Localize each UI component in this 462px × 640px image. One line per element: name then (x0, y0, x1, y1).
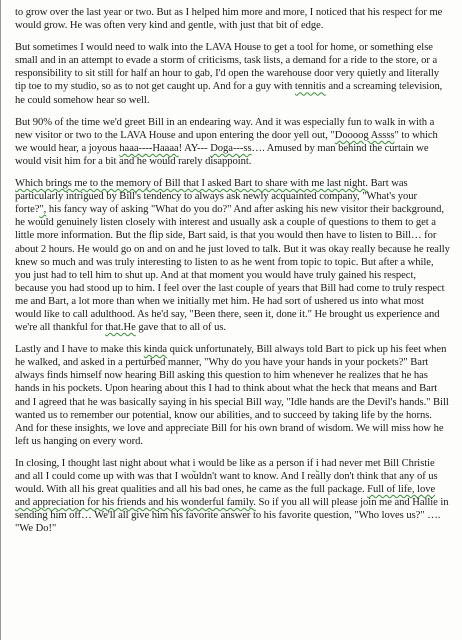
text-segment: quick unfortunately, Bill always told Bart to pick up his feet when he walked, and asked in a perturbed manner, "Why do you have your hands in your pockets?" Bart always finds himself now hearing Bill asking this question to him whenever he realizes that he has hands in his pockets. Upon hearing about this I had to think about what the heck that means and Bart and I agreed that he was basically saying in his special Bill way, "Idle hands are the Devil's hands." Bill wanted us to remember our potential, know our abilities, and to succeed by taking life by the horns. And for these insights, we love and appreciate Bill for his own brand of wisdom. We will miss how he left us hanging on every word. (15, 344, 449, 447)
flagged-text-segment: Doga---ss (210, 142, 252, 154)
text-segment: and a screaming television, he could somehow hear so well. (15, 81, 443, 106)
text-segment: ! AY--- (178, 142, 211, 154)
flagged-text-segment: haaa----Haaaa (119, 142, 179, 154)
text-segment: his fancy way of asking "What do you do?" And after asking his new visitor their background, he would genuinely listen closely with interest and usually ask a couple of questions to them to get a little more information. But the flip side, Bart said, is that you would then have to listen to Bill… for about 2 hours. He would go on and on and he just loved to talk. But it was okay really because he really knew so much and was truly interesting to listen to as he went from topic to topic. But after a while, you just had to tell him to shut up. And at that moment you would have truly gained his respect, because you had stood up to him. I feel over the last couple of years that Bill had come to truly respect me and Bart, a lot more than when we initially met him. He had sort of ushered us into what most would like to call adulthood. As he'd say, "Been there, seen it, done it." He brought us experience and we're all thankful for (15, 204, 450, 334)
paragraph (15, 6, 450, 32)
flagged-text-segment: Which brings me to the memory of Bill that I asked Bart to share with me last night. (15, 178, 368, 190)
text-segment: So if you all will please join me and Hallie in sending him off… We'll all give him his favorite answer to his favorite question, "Who loves us?" …. "We Do!" (15, 497, 449, 535)
text-segment: gave that to all of us. (135, 322, 227, 334)
text-segment: to grow over the last year or two. But as I helped him more and more, I noticed that his respect for me would grow. He was often very kind and gentle, with just that bit of edge. (15, 7, 443, 32)
flagged-text-segment: Doooog Assss (334, 129, 395, 141)
paragraph (15, 116, 450, 168)
paragraph (15, 177, 450, 334)
text-segment: But sometimes I would need to walk into the LAVA House to get a tool for home, or something else small and in an attempt to evade a storm of criticisms, task lists, a demand for a ride to the store, or a responsibility to sit still for half an hour to gab, I'd open the warehouse door very quietly and literally tip toe to my studio, so as to not get caught up. And for a guy with (15, 42, 440, 93)
text-segment: In closing, I thought last night about what (15, 457, 193, 469)
text-segment: But 90% of the time we'd greet Bill in an endearing way. And it was especially fun to walk in with a new visitor or two to the LAVA House and upon entering the door yell out, " (15, 116, 435, 141)
flagged-text-segment: i (315, 457, 319, 469)
paragraph (15, 343, 450, 448)
text-segment: Lastly and I have to make this (15, 344, 144, 356)
paragraph (15, 457, 450, 536)
flagged-text-segment: i (192, 457, 196, 469)
flagged-text-segment: kinda (143, 344, 168, 356)
flagged-text-segment: tennitis (294, 81, 326, 93)
text-segment: had never met Bill Christie and all I could come up with was that I wouldn't want to know. And I really don't think that any of us would. With all his great qualities and all his bad ones, he came as the full package. (15, 457, 438, 496)
flagged-text-segment: ", (39, 204, 47, 216)
text-segment: Bart was particularly intrigued by Bill's tendency to always ask newly acquainted company, "What's your forte? (15, 178, 417, 216)
text-segment: " to which we would hear, a joyous (15, 129, 438, 154)
text-segment: …. Amused by man behind the curtain we would visit him for a bit and he would rarely disappoint. (15, 142, 429, 167)
paragraph (15, 41, 450, 106)
text-segment: would be like as a person if (195, 457, 316, 469)
flagged-text-segment: Full of life, love and appreciation for his friends and his wonderful family. (15, 484, 436, 509)
flagged-text-segment: that.He (105, 322, 136, 334)
